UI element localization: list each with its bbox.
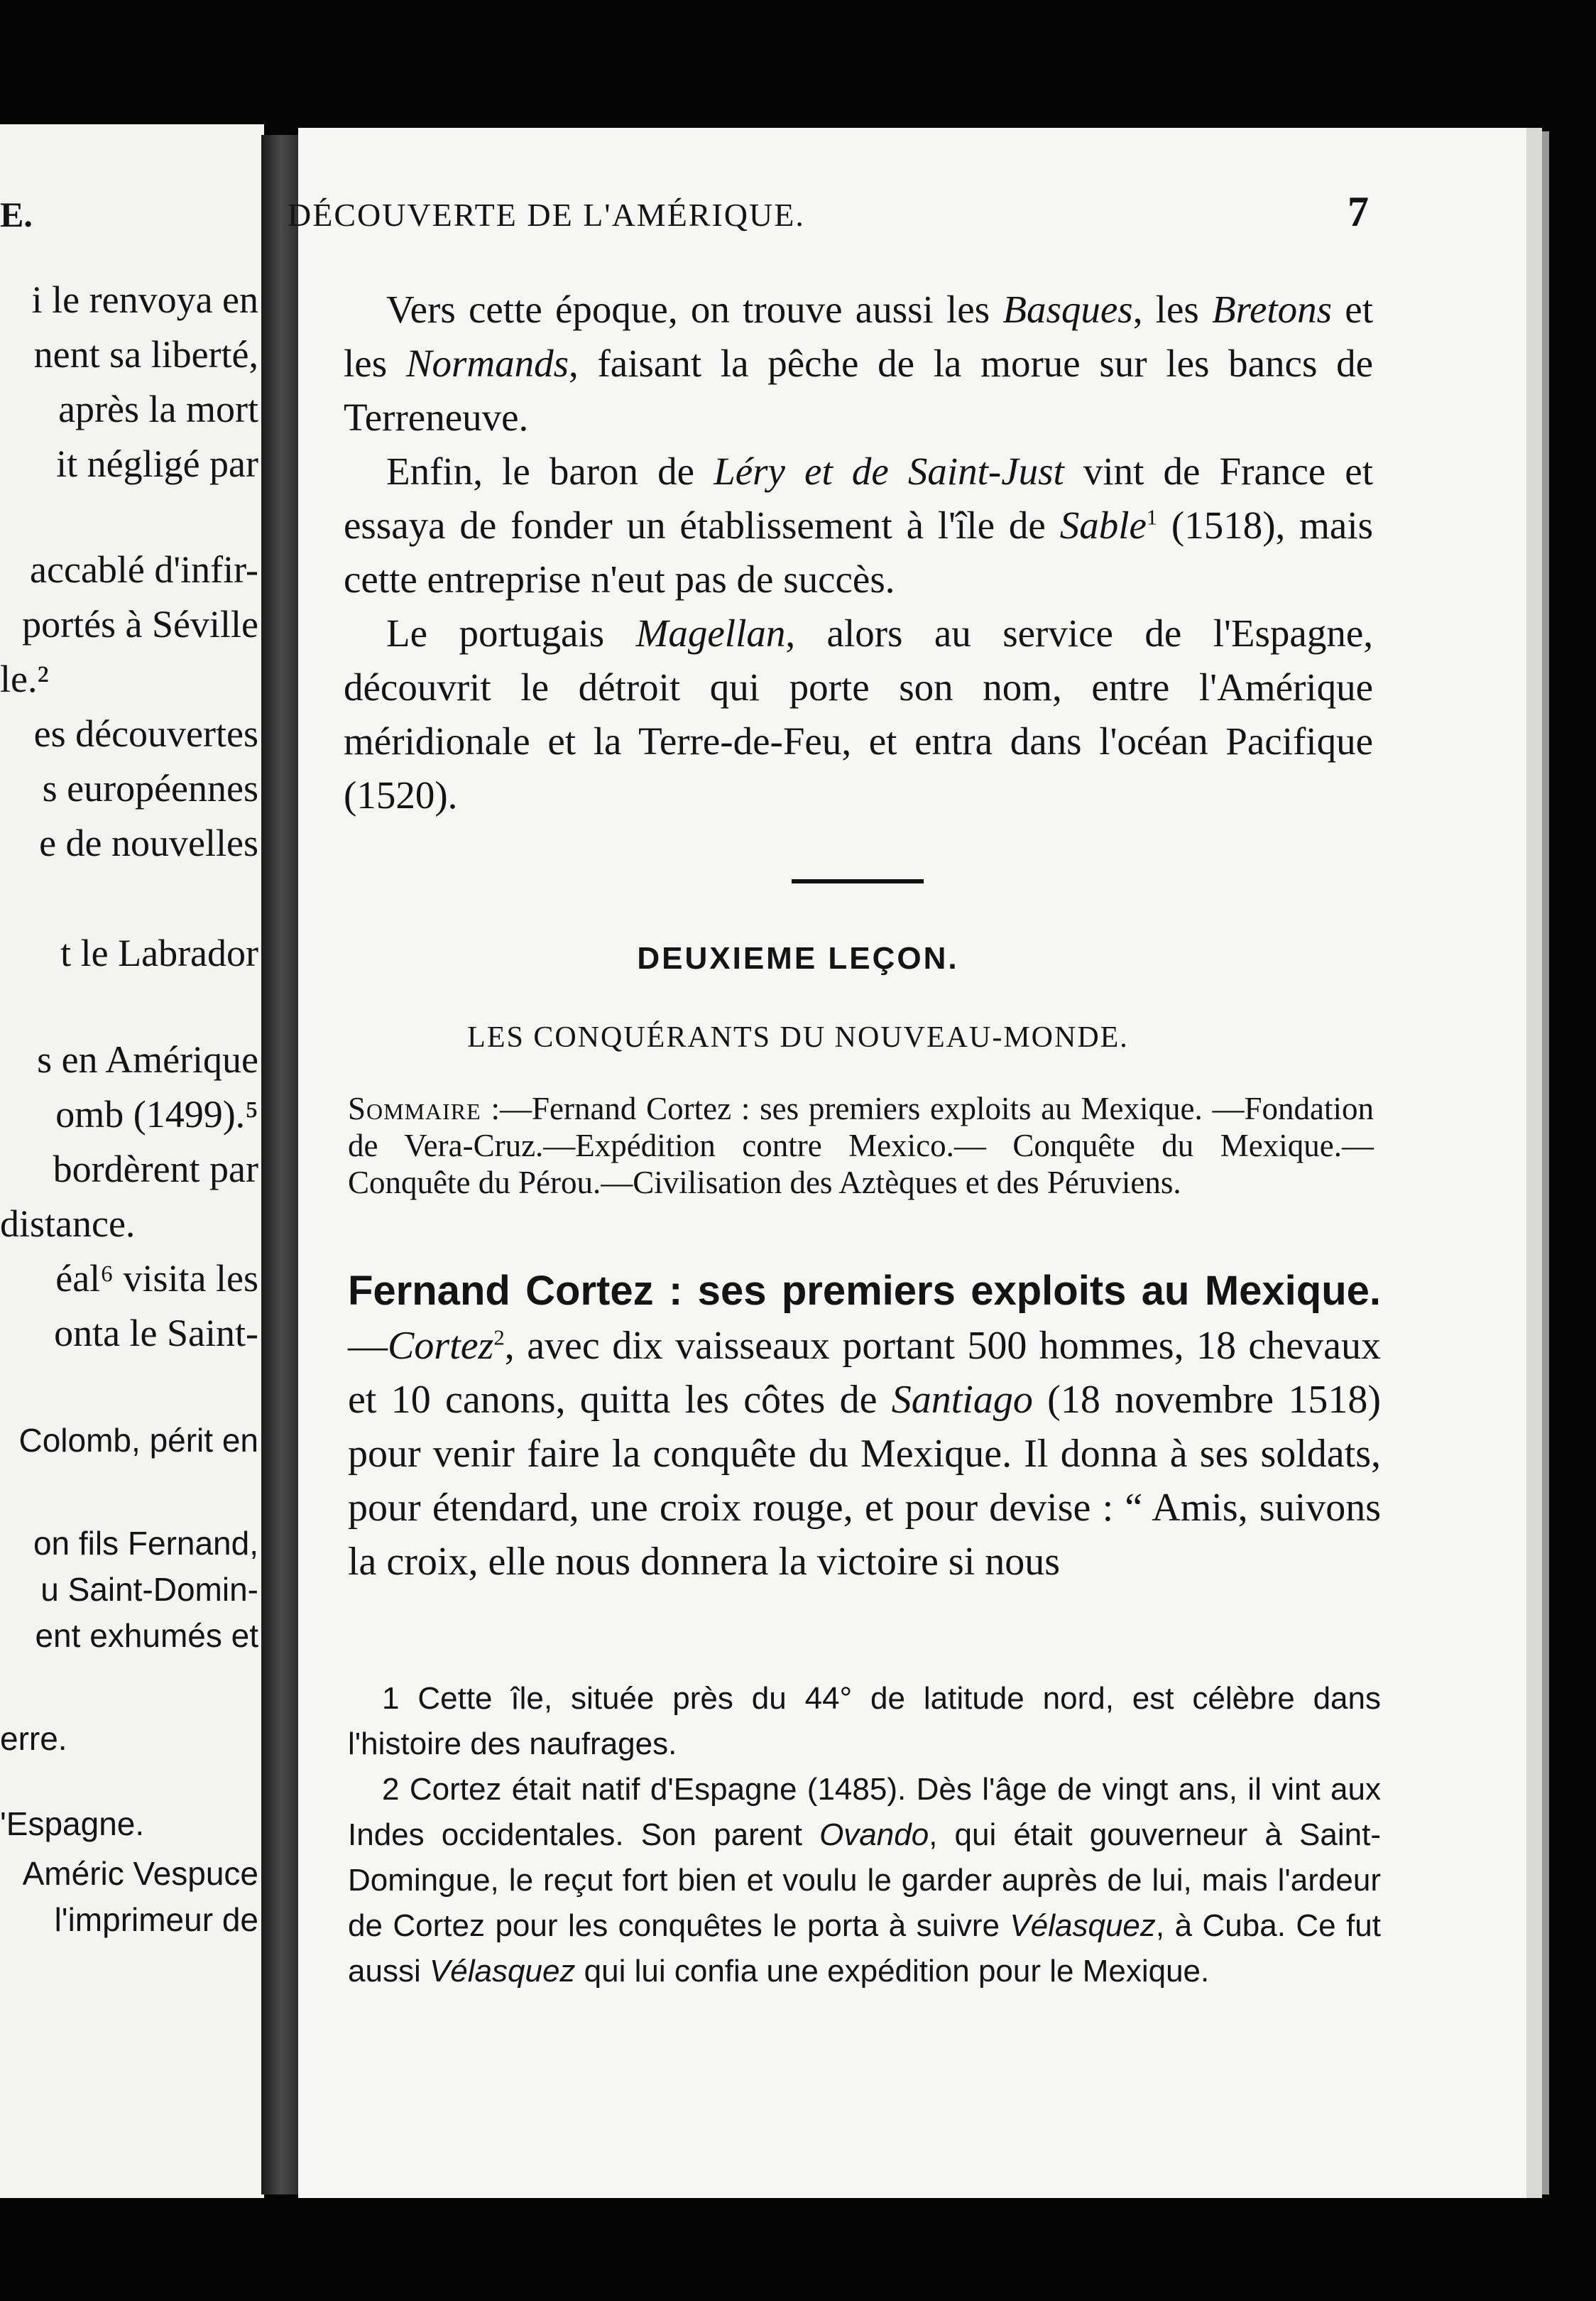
left-page-line: distance. (0, 1202, 136, 1245)
left-page (0, 124, 264, 2198)
left-page-line: s européennes (42, 767, 258, 810)
running-head: DÉCOUVERTE DE L'AMÉRIQUE. (288, 197, 805, 233)
left-page-line: t le Labrador (60, 932, 258, 974)
left-page-line: es découvertes (33, 712, 258, 755)
left-page-line: Améric Vespuce (22, 1855, 258, 1892)
left-page-line: portés à Séville (22, 603, 258, 646)
page-edge-shadow (1542, 131, 1549, 2194)
footnotes (348, 1676, 1381, 1994)
paragraph: Vers cette époque, on trouve aussi les Basques, les Bretons et les Normands, faisant la pêche de la morue sur les bancs de Terreneuve. (344, 288, 1373, 439)
footnote-2: 2 Cortez était natif d'Espagne (1485). Dès l'âge de vingt ans, il vint aux Indes occidentales. Son parent Ovando, qui était gouverneur à Saint-Domingue, le reçut fort bien et voulu le garder auprès de lui, mais l'ardeur de Cortez pour les conquêtes le porta à suivre Vélasquez, à Cuba. Ce fut aussi Vélasquez qui lui confia une expédition pour le Mexique. (348, 1772, 1381, 1989)
left-page-line: l'imprimeur de (54, 1901, 258, 1938)
left-page-line: accablé d'infir- (30, 548, 258, 591)
page-edge (1526, 128, 1542, 2198)
page-number: 7 (1348, 188, 1369, 235)
paragraph: Le portugais Magellan, alors au service de l'Espagne, découvrit le détroit qui porte son nom, entre l'Amérique méridionale et la Terre-de-Feu, et entra dans l'océan Pacifique (1520). (344, 611, 1373, 817)
left-page-line: e de nouvelles (39, 822, 258, 864)
lesson-title: DEUXIEME LEÇON. (637, 941, 959, 976)
left-page-line: i le renvoya en (31, 278, 258, 321)
left-page-line: omb (1499).⁵ (55, 1093, 258, 1136)
footnote-1: 1 Cette île, située près du 44° de latitude nord, est célèbre dans l'histoire des naufrages. (348, 1681, 1381, 1761)
left-page-line: ent exhumés et (35, 1617, 258, 1654)
left-page-line: le.² (0, 658, 49, 700)
left-page-line: onta le Saint- (54, 1312, 258, 1354)
left-page-line: erre. (0, 1720, 67, 1757)
left-page-line: nent sa liberté, (33, 333, 258, 376)
summary-text: :—Fernand Cortez : ses premiers exploits au Mexique. —Fondation de Vera-Cruz.—Expédition contre Mexico.— Conquête du Mexique.—Conquête du Pérou.—Civilisation des Aztèques et des Péruviens. (348, 1091, 1374, 1200)
left-page-line: après la mort (58, 388, 258, 430)
left-page-line: Colomb, périt en (18, 1422, 258, 1459)
section-divider (792, 879, 924, 883)
left-page-line: it négligé par (56, 442, 258, 485)
section-title: Fernand Cortez : ses premiers exploits au Mexique. (348, 1268, 1381, 1314)
summary-label: Sommaire (348, 1091, 481, 1126)
left-page-line: 'Espagne. (0, 1805, 145, 1842)
left-page-line: bordèrent par (53, 1148, 258, 1190)
left-page-line: s en Amérique (37, 1038, 258, 1081)
left-page-line: on fils Fernand, (33, 1525, 258, 1562)
left-page-line: u Saint-Domin- (40, 1571, 258, 1608)
body-text (344, 283, 1373, 822)
left-page-line: éal⁶ visita les (55, 1257, 258, 1300)
left-page-line: E. (0, 195, 33, 234)
lesson-subtitle: LES CONQUÉRANTS DU NOUVEAU-MONDE. (467, 1021, 1129, 1054)
section-text: Fernand Cortez : ses premiers exploits au Mexique.—Cortez$^2$, avec dix vaisseaux portant 500 hommes, 18 chevaux et 10 canons, quitta les côtes de Santiago (18 novembre 1518) pour venir faire la conquête du Mexique. Il donna à ses soldats, pour étendard, une croix rouge, et pour devise : “ Amis, suivons la croix, elle nous donnera la victoire si nous (348, 1268, 1381, 1584)
lesson-summary (348, 1090, 1374, 1201)
paragraph: Enfin, le baron de Léry et de Saint-Just vint de France et essaya de fonder un établissement à l'île de Sable$^1$ (1518), mais cette entreprise n'eut pas de succès. (344, 450, 1374, 601)
